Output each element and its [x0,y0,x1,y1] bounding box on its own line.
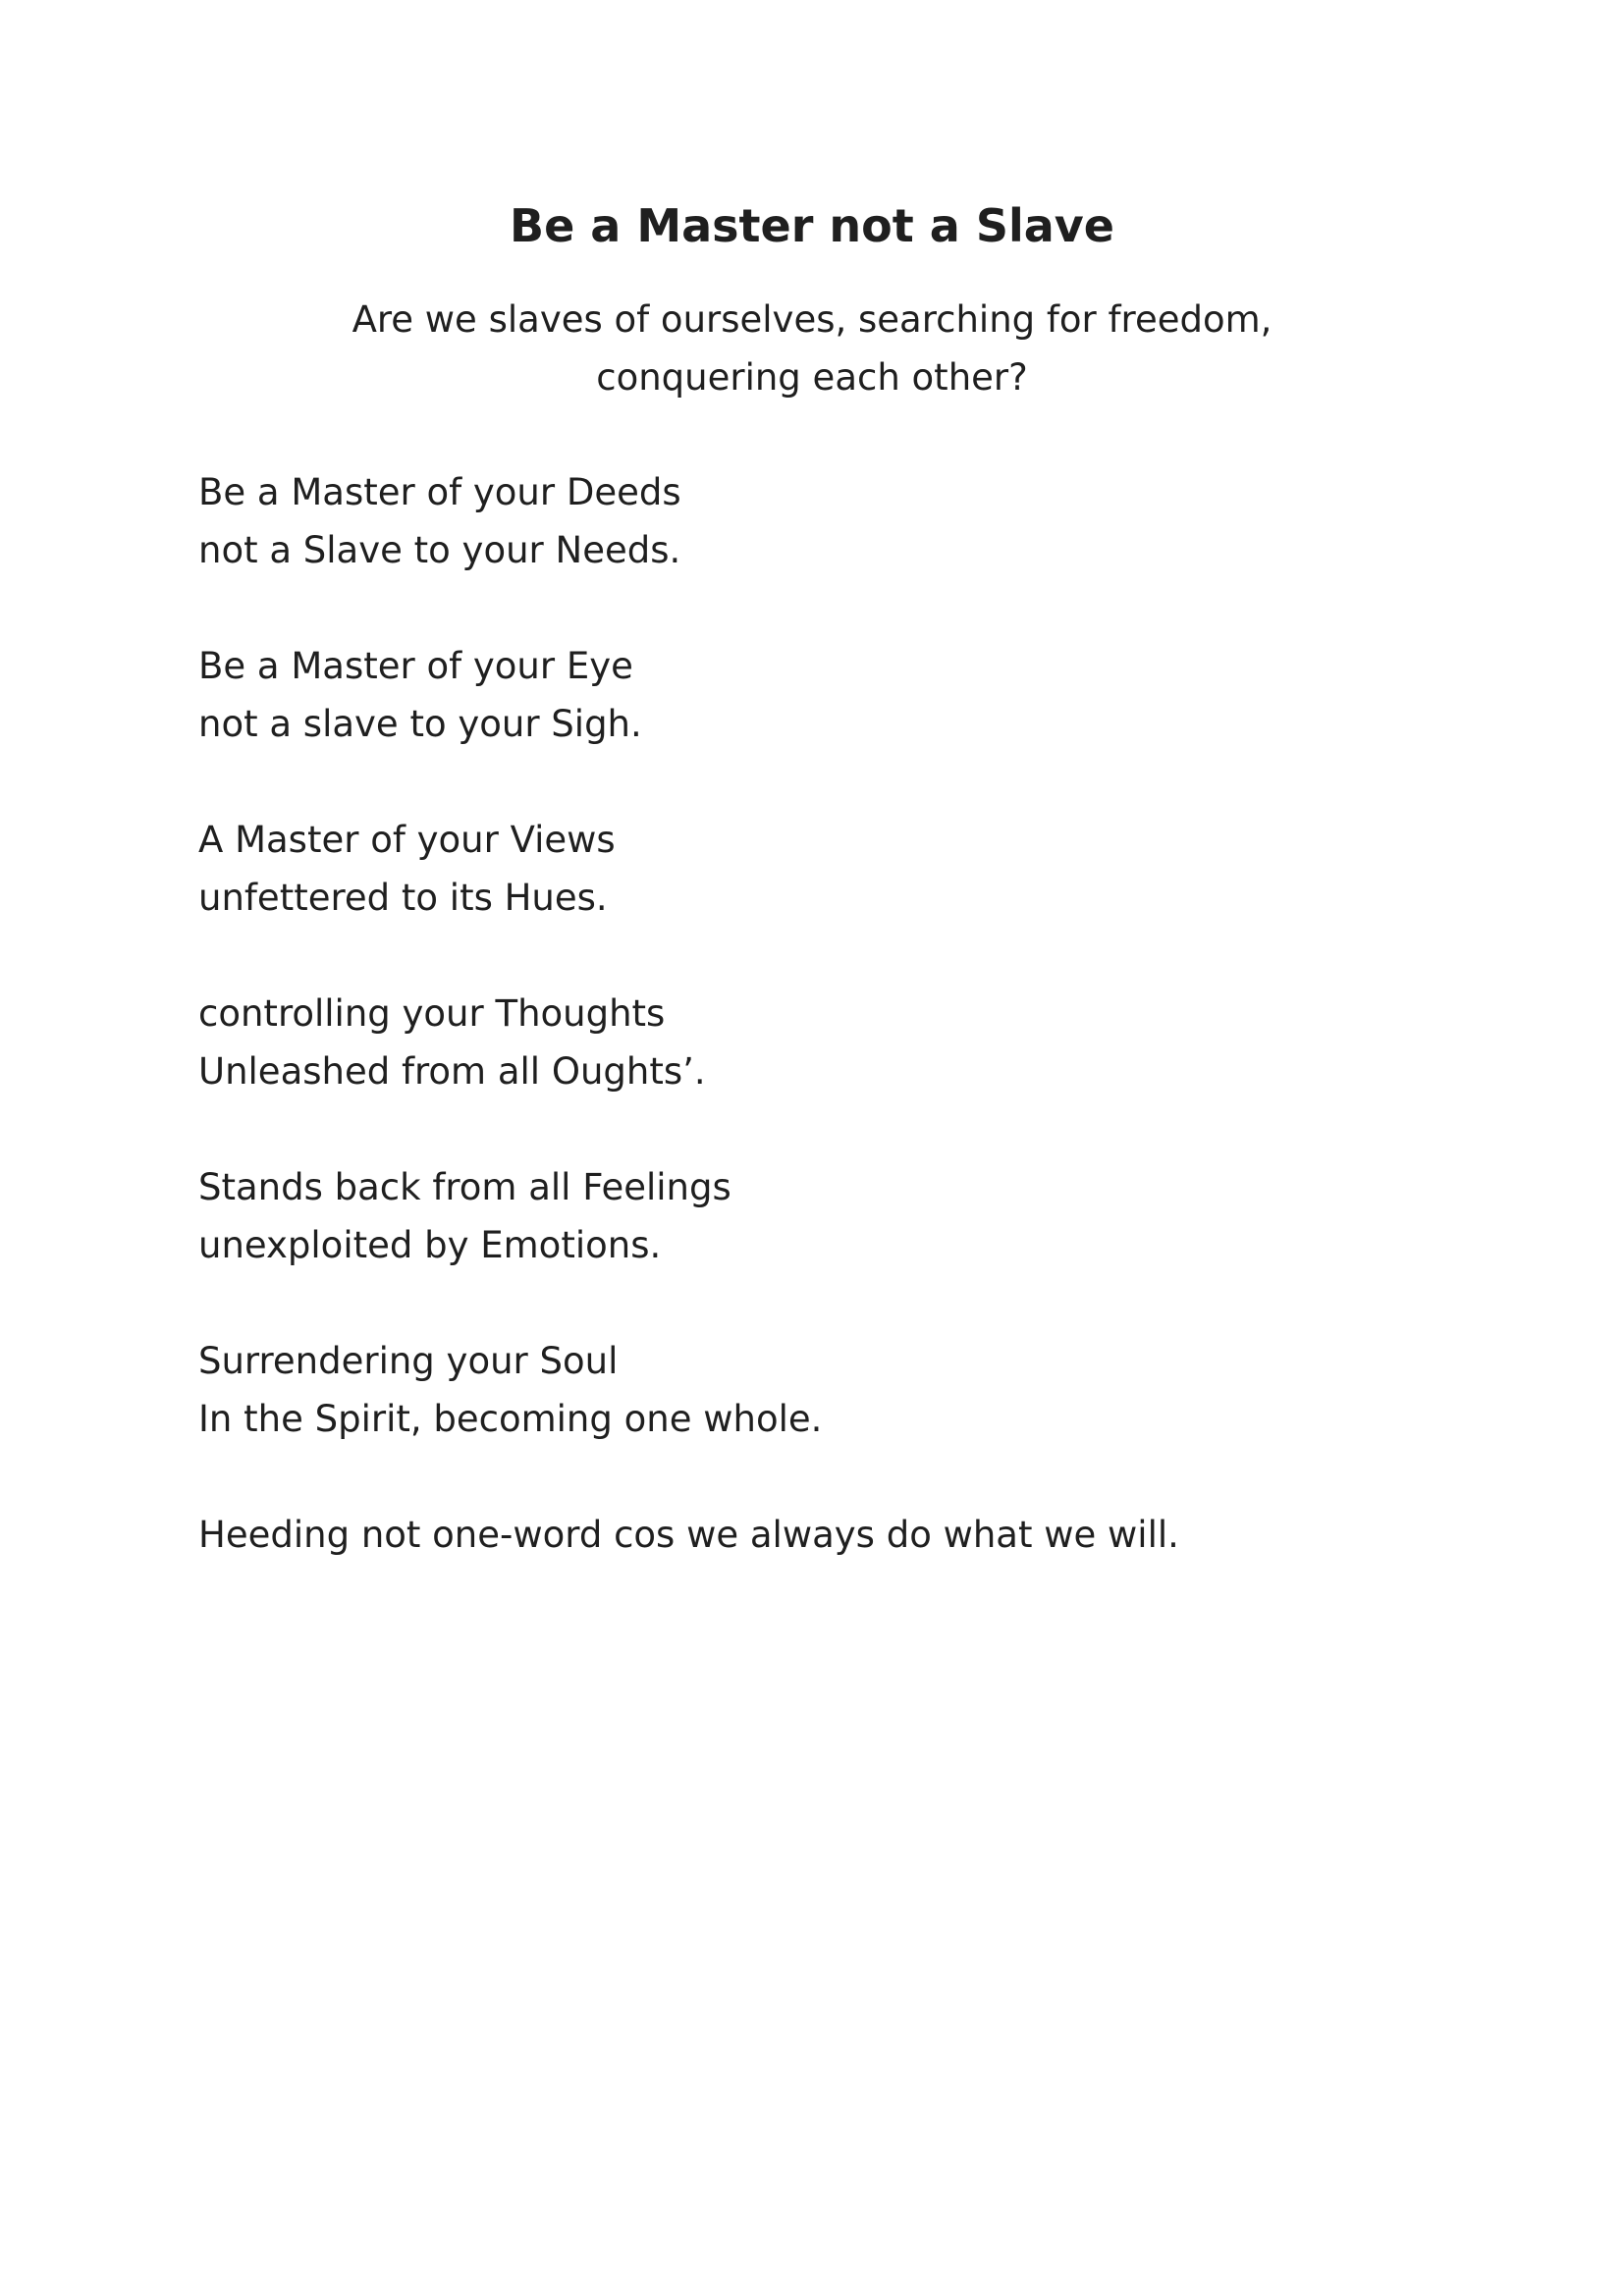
poem-line: In the Spirit, becoming one whole. [198,1398,823,1440]
stanza-2 [198,637,1475,753]
poem-line: Be a Master of your Deeds [198,471,681,513]
poem-line: Unleashed from all Oughts’. [198,1050,706,1093]
poem-line: unexploited by Emotions. [198,1224,662,1266]
poem-line: not a Slave to your Needs. [198,529,681,571]
poem-line: Stands back from all Feelings [198,1166,731,1208]
stanza-3 [198,811,1475,927]
poem-line: Heeding not one-word cos we always do what we will. [198,1514,1179,1556]
stanza-5 [198,1158,1475,1274]
stanza-7 [198,1506,1475,1564]
poem-line: Be a Master of your Eye [198,645,633,687]
poem-line: unfettered to its Hues. [198,877,608,919]
stanza-6 [198,1332,1475,1448]
subtitle-line: Are we slaves of ourselves, searching for freedom, [352,298,1272,341]
stanza-4 [198,985,1475,1100]
poem-body [198,463,1475,1622]
subtitle-line: conquering each other? [596,356,1028,399]
poem-subtitle [0,291,1624,406]
poem-line: A Master of your Views [198,819,616,861]
poem-line: not a slave to your Sigh. [198,703,642,745]
poem-title: Be a Master not a Slave [510,199,1114,252]
stanza-1 [198,463,1475,579]
poem-line: controlling your Thoughts [198,992,666,1035]
poem-line: Surrendering your Soul [198,1340,619,1382]
